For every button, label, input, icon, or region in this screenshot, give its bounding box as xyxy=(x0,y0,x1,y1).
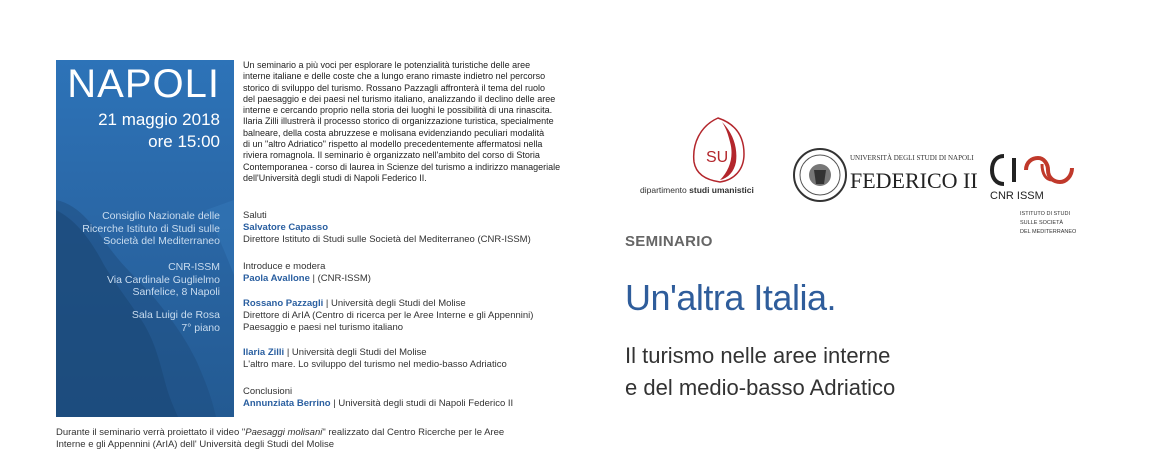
poster-venue-room: Sala Luigi de Rosa 7° piano xyxy=(131,309,220,334)
program-saluti: Saluti Salvatore Capasso Direttore Istituto di Studi sulle Società del Mediterraneo (CNR-ISSM) xyxy=(243,210,531,245)
speaker-name: Annunziata Berrino xyxy=(243,398,331,409)
seminar-title: Un'altra Italia. xyxy=(625,277,836,318)
su-emblem-icon xyxy=(640,112,760,184)
federico-ii-logo: UNIVERSITÀ DEGLI STUDI DI NAPOLI FEDERICO II xyxy=(792,140,932,210)
dipartimento-studi-umanistici-logo xyxy=(640,112,760,202)
program-speaker-1: Rossano Pazzagli | Università degli Studi del Molise Direttore di ArIA (Centro di ricerca per le Aree Interne e gli Appennini) Paesaggio e paesi nel turismo italiano xyxy=(243,298,534,333)
intro-paragraph: Un seminario a più voci per esplorare le potenzialità turistiche delle aree interne italiane e delle coste che a lungo erano rimaste indietro nel percorso storico di sviluppo del turismo. Rossano Pazzagli affronterà il tema del ruolo del paesaggio e dei paesi nel turismo italiano, analizzando il declino delle aree interne e cercando proprio nella storia dei luoghi le possibilità di una rinascita. Ilaria Zilli illustrerà il processo storico di organizzazione turistica, specialmente balneare, della costa abruzzese e molisana evidenziando peculiari modalità di un "altro Adriatico" rispetto al modello precedentemente affermatosi nella riviera romagnola. Il seminario è organizzato nell'ambito del corso di Storia Contemporanea - corso di laurea in Scienze del turismo a indirizzo manageriale dell'Università degli studi di Napoli Federico II. xyxy=(243,60,561,183)
cnr-subtitle: ISTITUTO DI STUDI SULLE SOCIETÀ DEL MEDITERRANEO xyxy=(1020,211,1077,235)
cnr-issm-logo: CNR ISSM ISTITUTO DI STUDI SULLE SOCIETÀ DEL MEDITERRANEO xyxy=(990,150,1080,250)
speaker-name: Paola Avallone xyxy=(243,273,310,284)
poster-venue-institution: Consiglio Nazionale delle Ricerche Istituto di Studi sulle Società del Mediterraneo xyxy=(82,210,220,247)
speaker-name: Rossano Pazzagli xyxy=(243,298,324,309)
poster-venue-address: CNR-ISSM Via Cardinale Guglielmo Sanfelice, 8 Napoli xyxy=(106,261,220,298)
program-speaker-2: Ilaria Zilli | Università degli Studi del Molise L'altro mare. Lo sviluppo del turismo nel medio-basso Adriatico xyxy=(243,347,507,370)
speaker-name: Salvatore Capasso xyxy=(243,222,329,233)
seminar-subtitle: Il turismo nelle aree interne e del medio-basso Adriatico xyxy=(625,343,896,400)
poster-city: NAPOLI xyxy=(67,62,220,106)
cnr-issm-emblem-icon xyxy=(990,150,1080,190)
poster-time: ore 15:00 xyxy=(148,132,220,151)
program-conclusion: Conclusioni Annunziata Berrino | Università degli studi di Napoli Federico II xyxy=(243,386,514,409)
su-label: dipartimento studi umanistici xyxy=(640,185,754,195)
program-moderator: Introduce e modera Paola Avallone | (CNR-ISSM) xyxy=(243,261,371,284)
poster-panel xyxy=(56,60,234,417)
speaker-name: Ilaria Zilli xyxy=(243,347,285,358)
footer-note: Durante il seminario verrà proiettato il video "Paesaggi molisani" realizzato dal Centro Ricerche per le Aree Interne e gli Appennini (ArIA) dell' Università degli Studi del Molise xyxy=(56,427,505,450)
seminar-kicker: SEMINARIO xyxy=(625,233,713,250)
federico-seal-icon xyxy=(792,140,848,210)
su-mark: SU xyxy=(706,149,729,166)
poster-date: 21 maggio 2018 xyxy=(98,110,220,129)
